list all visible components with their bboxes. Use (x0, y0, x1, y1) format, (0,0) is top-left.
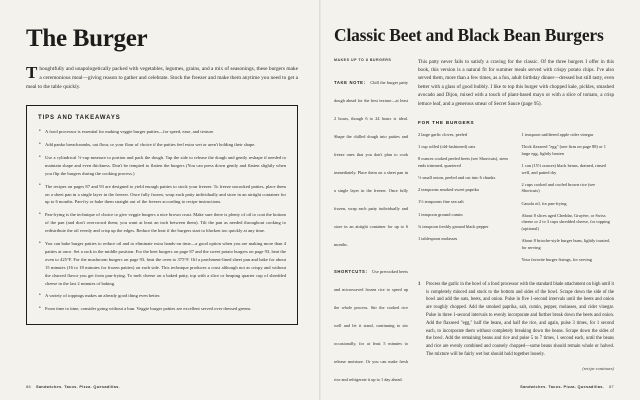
list-item: 1 teaspoon ground cumin (418, 211, 463, 217)
right-page-footer (520, 384, 614, 389)
recipe-title: Classic Beet and Black Bean Burgers (334, 25, 604, 45)
page-number: 87 (609, 384, 614, 389)
list-item: 1 teaspoon unfiltered apple cider vinegar (521, 132, 594, 138)
recipe-steps (418, 281, 614, 359)
list-item: • Use a cylindrical ½-cup measure to portion and pack the dough. Tap the side to release the dough and gently reshape if needed to maintain shape and even thickness. Don't be tempted to flatten the burgers (You can press down gently and flatten slightly when you flip the burgers during the cooking process.) (38, 154, 286, 178)
list-item: 2 cups cooked and cooled brown rice (see Shortcuts) (521, 181, 596, 194)
list-item: • A food processor is essential for making veggie burger patties—for speed, ease, and texture. (38, 128, 286, 136)
tips-box (26, 105, 298, 325)
list-item: 1 tablespoon molasses (418, 235, 458, 241)
list-item: 2 teaspoons smoked sweet paprika (418, 187, 479, 193)
take-note-block (334, 71, 408, 251)
recipe-step (418, 281, 614, 359)
intro-body: houghtfully and unapologetically packed with vegetables, legumes, grains, and a mix of seasonings, these burgers make a ceremonious meal—giving reason to gather and celebrate. Stock the freezer and make them anytime you need to get a meal to the table quickly. (26, 66, 298, 90)
list-item: • From time to time, consider going without a bun. Veggie burger patties are excellent served over dressed greens. (38, 305, 286, 313)
step-number: 1 (418, 281, 421, 287)
recipe-yield: MAKES UP TO 8 BURGERS (334, 57, 392, 62)
list-item: Thick flaxseed "egg" (one firm on page 88) or 1 large egg, lightly beaten (521, 144, 606, 156)
section-label: Sandwiches. Tacos. Pizza. Quesadillas. (35, 384, 120, 389)
page-number: 86 (26, 384, 31, 389)
list-item: About 8 brioche-style burger buns, lightly toasted, for serving (521, 237, 610, 250)
book-gutter (319, 0, 321, 400)
recipe-headnote: This patty never fails to satisfy a craving for the classic. Of the three burgers I offer in this book, this version is a natural fit for summer meals served with crispy potato chips. I've also served them, more than a few times, as a fun, adult birthday dinner—dressed but still tasty, even better with a glass of good bubbly. I like to top this burger with chopped kale, pickles, smashed avocado and Dijon, mixed with a touch of plant-based mayo or with a slice of tomato, a crisp lettuce leaf, and a generous smear of Secret Sauce (page 95). (418, 58, 615, 107)
recipe-continued-note: (recipe continues) (582, 365, 614, 371)
list-item: 2 large garlic cloves, peeled (418, 132, 468, 138)
right-page (320, 0, 640, 400)
intro-dropcap: T (26, 63, 38, 82)
shortcuts-block (334, 260, 408, 386)
list-item: • You can bake burger patties to reduce oil and to eliminate extra hands-on time—a good option when you are making more than 4 patties at once. Set a rack in the middle position. For the beet burgers on page 87 and the sweet potato burgers on page 93, heat the oven to 425°F. For the mushroom burgers on page 93, heat the oven to 375°F. Oil a parchment-lined sheet pan and bake for about 15 minutes (16 to 18 minutes for frozen patties) on each side. This technique produces a crust although not as crispy and without the charred flavor you get from pan-frying. To melt cheese on a baked patty, top with a slice or heaping quarter cup of shredded cheese in the last 2 minutes of baking. (38, 240, 286, 287)
chapter-title: The Burger (26, 25, 148, 52)
recipe-sidenotes (334, 58, 408, 395)
take-note-text: Chill the burger patty dough ahead for the best texture—at least 2 hours, though 6 to 24 hours is ideal. Shape the chilled dough into patties and freeze ones that you don't plan to cook immediately. Place them on a sheet pan in a single layer in the freezer. Once fully frozen, wrap each patty individually and store in an airtight container for up to 6 months. (334, 79, 409, 247)
take-note-heading: TAKE NOTE: (334, 79, 366, 85)
recipe-body (418, 58, 614, 395)
left-page-footer (26, 384, 120, 389)
list-item: • A variety of toppings makes an already good thing even better. (38, 292, 286, 300)
tips-box-title: TIPS AND TAKEAWAYS (38, 115, 121, 122)
ingredients-heading: FOR THE BURGERS (418, 120, 475, 126)
list-item: 8 ounces cooked peeled beets (see Shortcuts), stem ends trimmed, quartered (418, 156, 508, 169)
list-item: Canola oil, for pan-frying (521, 200, 567, 206)
recipe-columns (334, 58, 614, 395)
list-item: ½ small onion, peeled and cut into 6 chunks (418, 175, 496, 181)
list-item: • Pan-frying is the technique of choice to give veggie burgers a nice brown crust. Make sure there is plenty of oil to coat the bottom of the pan (and don't overcrowd them; you want at least an inch between them). Tilt the pan as needed throughout cooking to redistribute the oil evenly and crisp up the edges. Reduce the heat if the burgers start to blacken too quickly at any time. (38, 211, 286, 235)
step-text: Process the garlic in the bowl of a food processor with the standard blade attachment on high until it is completely minced and stuck to the bottom and sides of the bowl. Scrape down the side of the bowl and add the oats, beets, and onion. Pulse in five 1-second intervals until the beets and onion are roughly chopped. Add the smoked paprika, salt, cumin, pepper, molasses, and cider vinegar. Pulse in three 1-second intervals to evenly incorporate and further break down the beets and onion. Add the flaxseed "egg," half the beans, and half the rice, and again, pulse 3 times, for 1 second each, to incorporate them without completely breaking down the beans. Scrape down the sides of the bowl. Add the remaining beans and rice and pulse 5 to 7 times, 1 second each, until the beans and rice are evenly combined and coarsely chopped—some beans should remain whole or halved. The mixture will be fairly wet but should hold together loosely. (426, 281, 614, 357)
chapter-intro (26, 65, 298, 91)
shortcuts-text: Use precooked beets and microwaved frozen rice to speed up the whole process. Stir the cooked rice well and let it stand, continuing to stir occasionally, for at least 5 minutes to release moisture. Or you can make fresh rice and refrigerate it up to 1 day ahead. (334, 268, 408, 382)
section-label: Sandwiches. Tacos. Pizza. Quesadillas. (520, 384, 605, 389)
tips-list (38, 128, 286, 313)
ingredients-column-right (522, 132, 615, 269)
ingredients-grid (418, 132, 614, 269)
list-item: About 8 slices aged Cheddar, Gruyère, or Swiss cheese or 2 to 3 cups shredded cheese, for topping (optional) (521, 212, 610, 231)
list-item: 1 can (15½ ounces) black beans, drained, rinsed well, and patted dry (521, 163, 606, 175)
list-item: 1 cup rolled (old-fashioned) oats (418, 144, 476, 150)
list-item: Your favorite burger fixings, for serving (521, 256, 592, 262)
list-item: ¾ teaspoon freshly ground black pepper (418, 223, 489, 229)
ingredients-column-left (418, 132, 511, 269)
list-item: • The recipes on pages 87 and 93 are designed to yield enough patties to stock your freezer. To freeze uncooked patties, place them on a sheet pan in a single layer in the freezer. Once fully frozen, wrap each patty individually and store in an airtight container for up to 6 months. Pan-fry or bake them straight out of the freezer according to recipe instructions. (38, 183, 286, 207)
shortcuts-heading: SHORTCUTS: (334, 268, 368, 274)
list-item: • Add panko breadcrumbs, oat flour, or your flour of choice if the patties feel extra wet or aren't holding their shape. (38, 141, 286, 149)
list-item: 1½ teaspoons fine sea salt (418, 199, 464, 205)
